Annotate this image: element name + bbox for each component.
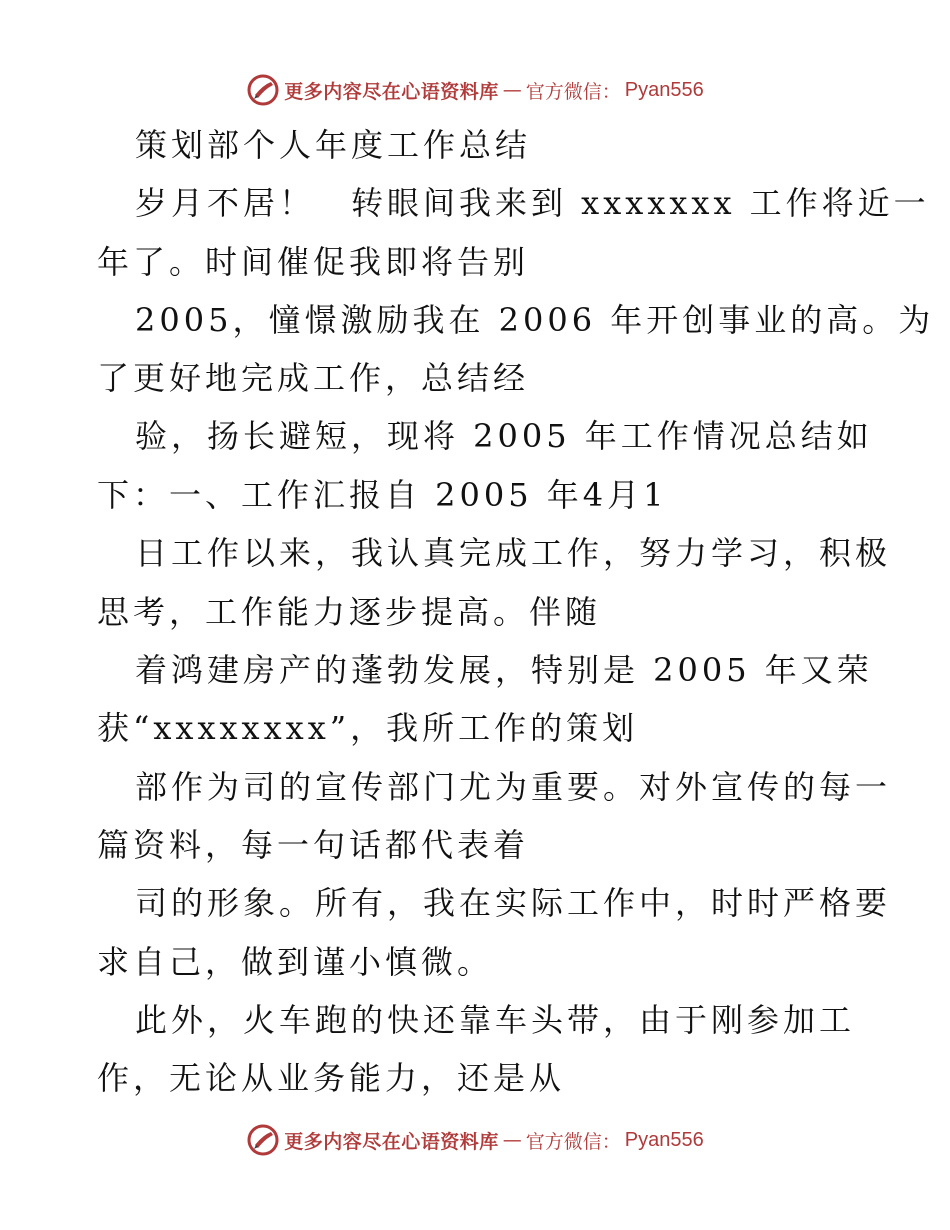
footer-site-text: 更多内容尽在心语资料库 bbox=[284, 1130, 499, 1153]
header-official-label: 官方微信： bbox=[525, 80, 621, 103]
doc-line: 获“xxxxxxxx”，我所工作的策划 bbox=[97, 709, 639, 747]
doc-line: 司的形象。所有，我在实际工作中，时时严格要 bbox=[135, 884, 892, 922]
doc-line: 日工作以来，我认真完成工作，努力学习，积极 bbox=[135, 534, 892, 572]
footer-banner-content bbox=[246, 1123, 704, 1157]
book-pen-logo-icon bbox=[246, 1123, 280, 1157]
doc-line: 验，扬长避短，现将 2005 年工作情况总结如 bbox=[135, 417, 873, 455]
header-wechat-id: Pyan556 bbox=[624, 78, 704, 101]
doc-line: 作，无论从业务能力，还是从 bbox=[97, 1059, 566, 1097]
doc-line: 了更好地完成工作，总结经 bbox=[97, 359, 530, 397]
doc-line: 2005，憧憬激励我在 2006 年开创事业的高。为 bbox=[135, 301, 935, 339]
header-site-text: 更多内容尽在心语资料库 bbox=[284, 80, 499, 103]
header-banner-content bbox=[246, 73, 704, 107]
doc-line: 此外，火车跑的快还靠车头带，由于刚参加工 bbox=[135, 1001, 856, 1039]
doc-line: 着鸿建房产的蓬勃发展，特别是 2005 年又荣 bbox=[135, 651, 873, 689]
doc-line: 篇资料，每一句话都代表着 bbox=[97, 826, 530, 864]
doc-line: 求自己，做到谨小慎微。 bbox=[97, 943, 494, 981]
book-pen-logo-icon bbox=[246, 73, 280, 107]
header-separator: — bbox=[502, 79, 522, 101]
footer-wechat-id: Pyan556 bbox=[624, 1128, 704, 1151]
footer-separator: — bbox=[502, 1129, 522, 1151]
doc-line: 部作为司的宣传部门尤为重要。对外宣传的每一 bbox=[135, 768, 892, 806]
doc-line: 下：一、工作汇报自 2005 年4月1 bbox=[97, 476, 668, 514]
doc-line: 年了。时间催促我即将告别 bbox=[97, 243, 530, 281]
doc-line: 思考，工作能力逐步提高。伴随 bbox=[97, 593, 602, 631]
doc-line: 岁月不居！ 转眼间我来到 xxxxxxx 工作将近一 bbox=[135, 184, 930, 222]
footer-banner bbox=[0, 1120, 950, 1160]
doc-title: 策划部个人年度工作总结 bbox=[135, 126, 532, 164]
footer-official-label: 官方微信： bbox=[525, 1130, 621, 1153]
header-banner bbox=[0, 70, 950, 110]
